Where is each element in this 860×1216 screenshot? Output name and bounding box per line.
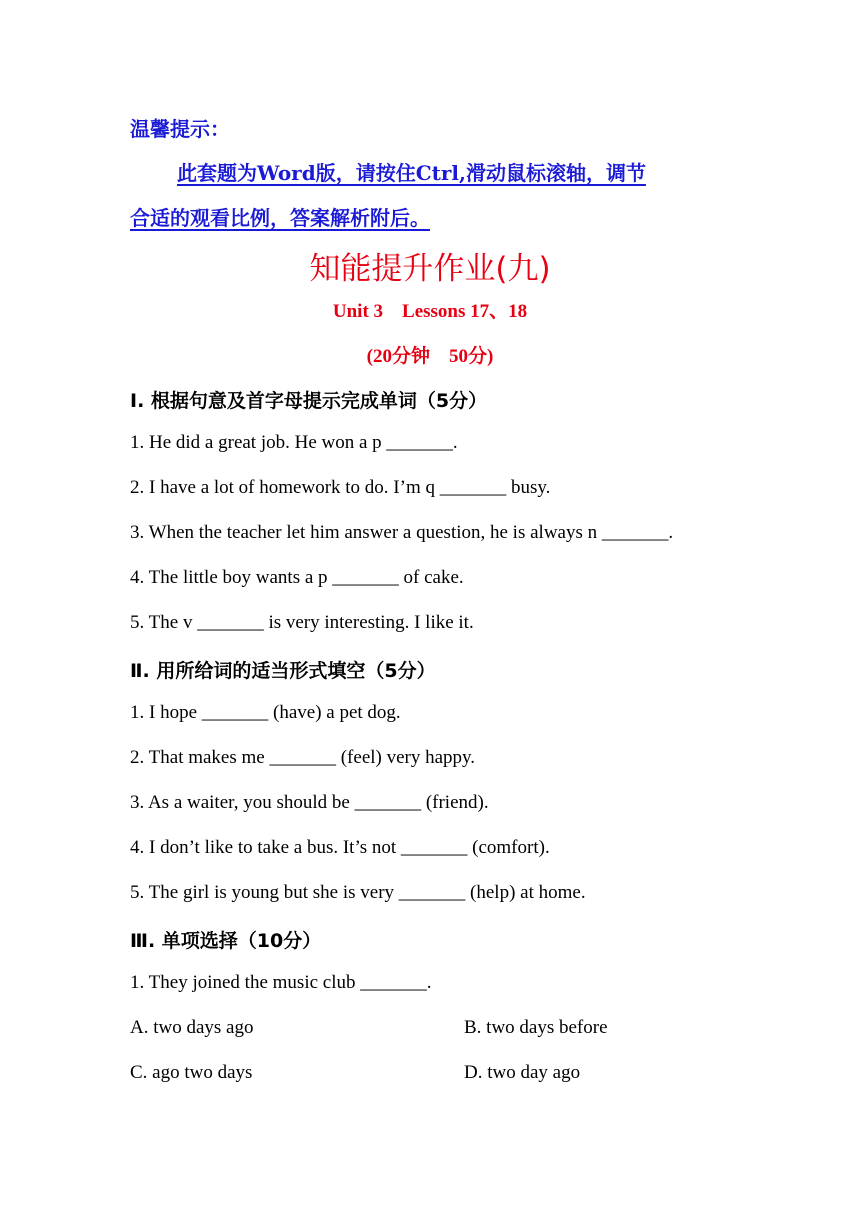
section2-question-4: 4. I don’t like to take a bus. It’s not _______ (comfort). [130,837,550,858]
section1-question-5: 5. The v _______ is very interesting. I like it. [130,612,474,633]
section2-question-2: 2. That makes me _______ (feel) very happy. [130,747,476,768]
option-a: A. two days ago [130,1017,254,1038]
time-score-subtitle: (20分钟 50分) [366,346,494,367]
section1-question-3: 3. When the teacher let him answer a question, he is always n _______. [130,522,674,543]
section2-question-5: 5. The girl is young but she is very _______ (help) at home. [130,882,586,903]
section3-heading: Ⅲ. 单项选择（10分） [130,930,322,952]
unit-lessons-subtitle: Unit 3 Lessons 17、18 [332,301,528,322]
option-c: C. ago two days [130,1062,253,1083]
section3-question-1-stem: 1. They joined the music club _______. [130,972,432,993]
section1-heading: Ⅰ. 根据句意及首字母提示完成单词（5分） [130,390,488,412]
section1-question-2: 2. I have a lot of homework to do. I’m q _______ busy. [130,477,551,498]
section2-question-1: 1. I hope _______ (have) a pet dog. [130,702,401,723]
section1-question-4: 4. The little boy wants a p _______ of cake. [130,567,464,588]
section2-question-3: 3. As a waiter, you should be _______ (friend). [130,792,489,813]
option-d: D. two day ago [464,1062,581,1083]
section2-heading: Ⅱ. 用所给词的适当形式填空（5分） [130,660,436,682]
tip-label: 温馨提示： [130,117,230,141]
page-title: 知能提升作业(九) [309,251,551,287]
option-b: B. two days before [464,1017,608,1038]
tip-text-line2: 合适的观看比例，答案解析附后。 [130,206,430,230]
tip-text-line1: 此套题为Word版，请按住Ctrl,滑动鼠标滚轴，调节 [177,161,646,185]
section1-question-1: 1. He did a great job. He won a p _______. [130,432,458,453]
